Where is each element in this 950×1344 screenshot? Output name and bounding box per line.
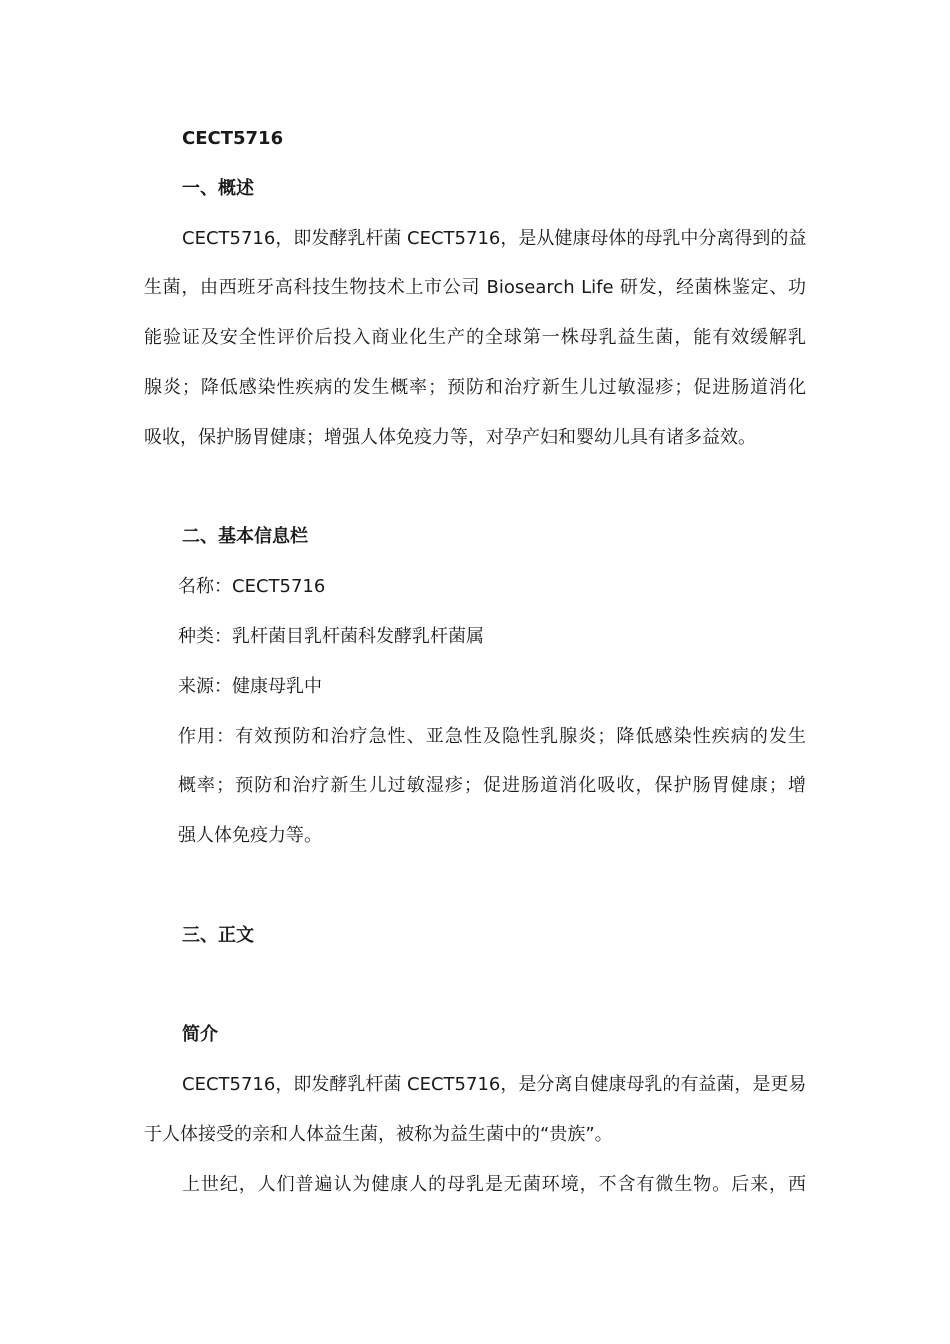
blank-line <box>144 961 806 1011</box>
intro-paragraph-1 <box>144 1060 806 1160</box>
paragraph-line: 概率；预防和治疗新生儿过敏湿疹；促进肠道消化吸收，保护肠胃健康；增 <box>178 775 806 797</box>
paragraph-line: 能验证及安全性评价后投入商业化生产的全球第一株母乳益生菌，能有效缓解乳 <box>144 327 806 349</box>
paragraph-line: 上世纪，人们普遍认为健康人的母乳是无菌环境，不含有微生物。后来，西 <box>182 1173 806 1195</box>
info-source: 来源：健康母乳中 <box>178 675 322 697</box>
section1-heading: 一、概述 <box>182 177 254 199</box>
intro-paragraph-2 <box>144 1160 806 1210</box>
paragraph-line: CECT5716，即发酵乳杆菌 CECT5716，是从健康母体的母乳中分离得到的益 <box>182 227 807 249</box>
section3-subheading: 简介 <box>182 1024 218 1046</box>
paragraph-line: 吸收，保护肠胃健康；增强人体免疫力等，对孕产妇和婴幼儿具有诸多益效。 <box>144 426 756 448</box>
paragraph-line: 生菌，由西班牙高科技生物技术上市公司 Biosearch Life 研发，经菌株鉴定、功 <box>144 277 806 299</box>
paragraph-line: 强人体免疫力等。 <box>178 825 322 847</box>
blank-line <box>144 463 806 513</box>
info-category: 种类：乳杆菌目乳杆菌科发酵乳杆菌属 <box>178 625 484 647</box>
section1-paragraph <box>144 214 806 463</box>
paragraph-line: 于人体接受的亲和人体益生菌，被称为益生菌中的“贵族”。 <box>144 1123 613 1145</box>
section3-heading: 三、正文 <box>182 924 254 946</box>
blank-line <box>144 861 806 911</box>
paragraph-line: 腺炎；降低感染性疾病的发生概率；预防和治疗新生儿过敏湿疹；促进肠道消化 <box>144 376 806 398</box>
document-page <box>144 114 806 1210</box>
paragraph-line: CECT5716，即发酵乳杆菌 CECT5716，是分离自健康母乳的有益菌，是更易 <box>182 1074 807 1096</box>
info-name: 名称：CECT5716 <box>178 576 326 598</box>
document-title: CECT5716 <box>182 128 284 149</box>
paragraph-line: 作用：有效预防和治疗急性、亚急性及隐性乳腺炎；降低感染性疾病的发生 <box>178 725 806 747</box>
info-function <box>144 712 806 861</box>
section2-heading: 二、基本信息栏 <box>182 526 308 548</box>
